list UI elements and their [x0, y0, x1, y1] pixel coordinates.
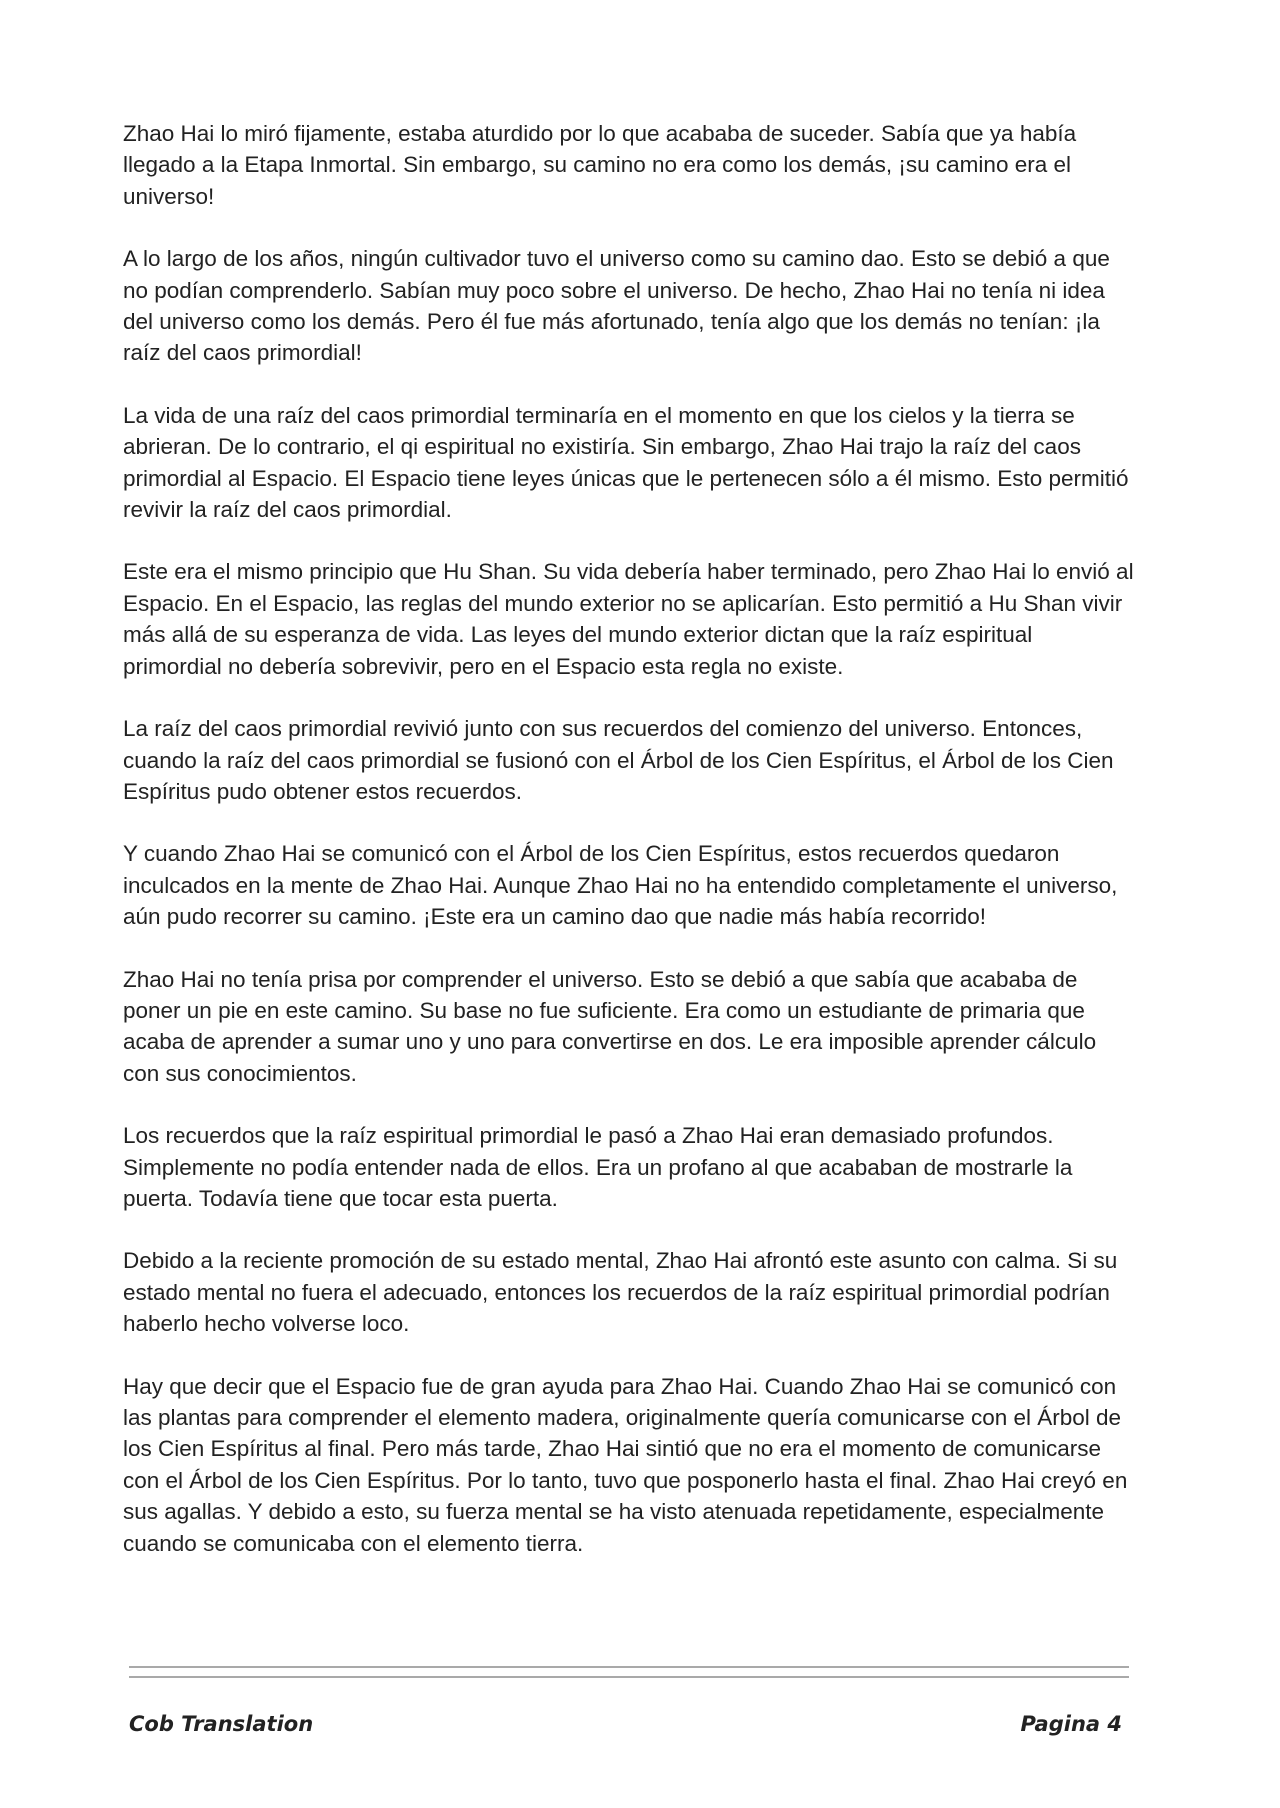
paragraph: La vida de una raíz del caos primordial terminaría en el momento en que los cielos y la tierra se abrieran. De lo contrario, el qi espiritual no existiría. Sin embargo, Zhao Hai trajo la raíz del caos primordial al Espacio. El Espacio tiene leyes únicas que le pertenecen sólo a él mismo. Esto permitió revivir la raíz del caos primordial. [123, 402, 1129, 523]
paragraph: Este era el mismo principio que Hu Shan. Su vida debería haber terminado, pero Zhao Hai lo envió al Espacio. En el Espacio, las reglas del mundo exterior no se aplicarían. Esto permitió a Hu Shan vivir más allá de su esperanza de vida. Las leyes del mundo exterior dictan que la raíz espiritual primordial no debería sobrevivir, pero en el Espacio esta regla no existe. [123, 559, 1134, 679]
footer-page-number: Pagina 4 [1020, 1712, 1122, 1736]
footer-translator-credit: Cob Translation [129, 1712, 314, 1736]
paragraph: Zhao Hai lo miró fijamente, estaba aturdido por lo que acababa de suceder. Sabía que ya había llegado a la Etapa Inmortal. Sin embargo, su camino no era como los demás, ¡su camino era el universo! [123, 121, 1077, 209]
paragraph: Debido a la reciente promoción de su estado mental, Zhao Hai afrontó este asunto con calma. Si su estado mental no fuera el adecuado, entonces los recuerdos de la raíz espiritual primordial podrían haberlo hecho volverse loco. [123, 1248, 1118, 1337]
body-text [123, 118, 1135, 1559]
paragraph: La raíz del caos primordial revivió junto con sus recuerdos del comienzo del universo. Entonces, cuando la raíz del caos primordial se fusionó con el Árbol de los Cien Espíritus, el Árbol de los Cien Espíritus pudo obtener estos recuerdos. [123, 716, 1114, 804]
footer-divider-top [129, 1666, 1129, 1668]
footer-divider-bottom [129, 1676, 1129, 1678]
paragraph: A lo largo de los años, ningún cultivador tuvo el universo como su camino dao. Esto se debió a que no podían comprenderlo. Sabían muy poco sobre el universo. De hecho, Zhao Hai no tenía ni idea del universo como los demás. Pero él fue más afortunado, tenía algo que los demás no tenían: ¡la raíz del caos primordial! [123, 246, 1110, 366]
paragraph: Hay que decir que el Espacio fue de gran ayuda para Zhao Hai. Cuando Zhao Hai se comunicó con las plantas para comprender el elemento madera, originalmente quería comunicarse con el Árbol de los Cien Espíritus al final. Pero más tarde, Zhao Hai sintió que no era el momento de comunicarse con el Árbol de los Cien Espíritus. Por lo tanto, tuvo que posponerlo hasta el final. Zhao Hai creyó en sus agallas. Y debido a esto, su fuerza mental se ha visto atenuada repetidamente, especialmente cuando se comunicaba con el elemento tierra. [123, 1373, 1128, 1556]
paragraph: Los recuerdos que la raíz espiritual primordial le pasó a Zhao Hai eran demasiado profundos. Simplemente no podía entender nada de ellos. Era un profano al que acababan de mostrarle la puerta. Todavía tiene que tocar esta puerta. [123, 1123, 1073, 1211]
paragraph: Zhao Hai no tenía prisa por comprender el universo. Esto se debió a que sabía que acababa de poner un pie en este camino. Su base no fue suficiente. Era como un estudiante de primaria que acaba de aprender a sumar uno y uno para convertirse en dos. Le era imposible aprender cálculo con sus conocimientos. [123, 966, 1097, 1086]
paragraph: Y cuando Zhao Hai se comunicó con el Árbol de los Cien Espíritus, estos recuerdos quedaron inculcados en la mente de Zhao Hai. Aunque Zhao Hai no ha entendido completamente el universo, aún pudo recorrer su camino. ¡Este era un camino dao que nadie más había recorrido! [123, 841, 1118, 930]
